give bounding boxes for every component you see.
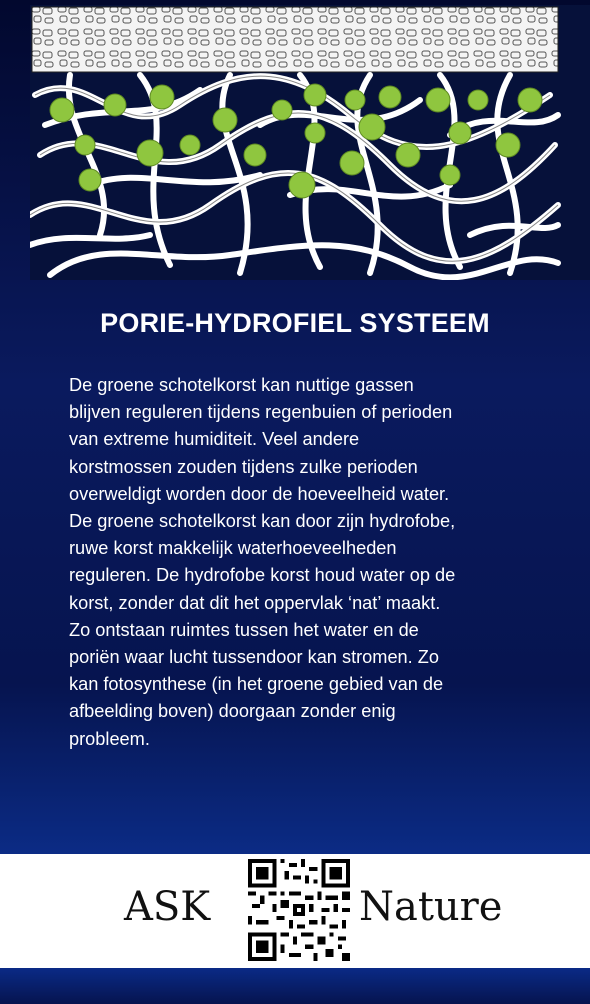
paragraph-line: overweldigt worden door de hoeveelheid water. [69, 483, 450, 504]
lichen-crust-illustration [30, 5, 590, 280]
poster-title: PORIE-HYDROFIEL SYSTEEM [100, 308, 490, 338]
paragraph-line: poriën waar lucht tussendoor kan stromen. Zo [69, 647, 440, 668]
bottom-band [0, 968, 590, 1004]
ask-nature-footer [0, 854, 590, 968]
paragraph-line: Zo ontstaan ruimtes tussen het water en de [69, 619, 419, 640]
paragraph-line: afbeelding boven) doorgaan zonder enig [69, 701, 396, 722]
paragraph-line: probleem. [69, 728, 150, 749]
cortex-layer [32, 7, 558, 72]
qr-code[interactable] [248, 859, 350, 961]
paragraph-line: kan fotosynthese (in het groene gebied van de [69, 674, 444, 695]
paragraph-line: reguleren. De hydrofobe korst houd water op de [69, 565, 456, 586]
paragraph-line: korst, zonder dat dit het oppervlak ‘nat’ maakt. [69, 592, 441, 613]
paragraph-line: van extreme humiditeit. Veel andere [69, 429, 360, 450]
paragraph-line: De groene schotelkorst kan door zijn hydrofobe, [69, 511, 456, 532]
paragraph-line: ruwe korst makkelijk waterhoeveelheden [69, 538, 397, 559]
nature-label: Nature [359, 884, 503, 930]
ask-label: ASK [124, 884, 211, 930]
paragraph-line: De groene schotelkorst kan nuttige gassen [69, 375, 414, 395]
paragraph-line: blijven reguleren tijdens regenbuien of perioden [69, 402, 453, 423]
description-paragraph [69, 372, 539, 753]
paragraph-line: korstmossen zouden tijdens zulke perioden [69, 456, 418, 477]
